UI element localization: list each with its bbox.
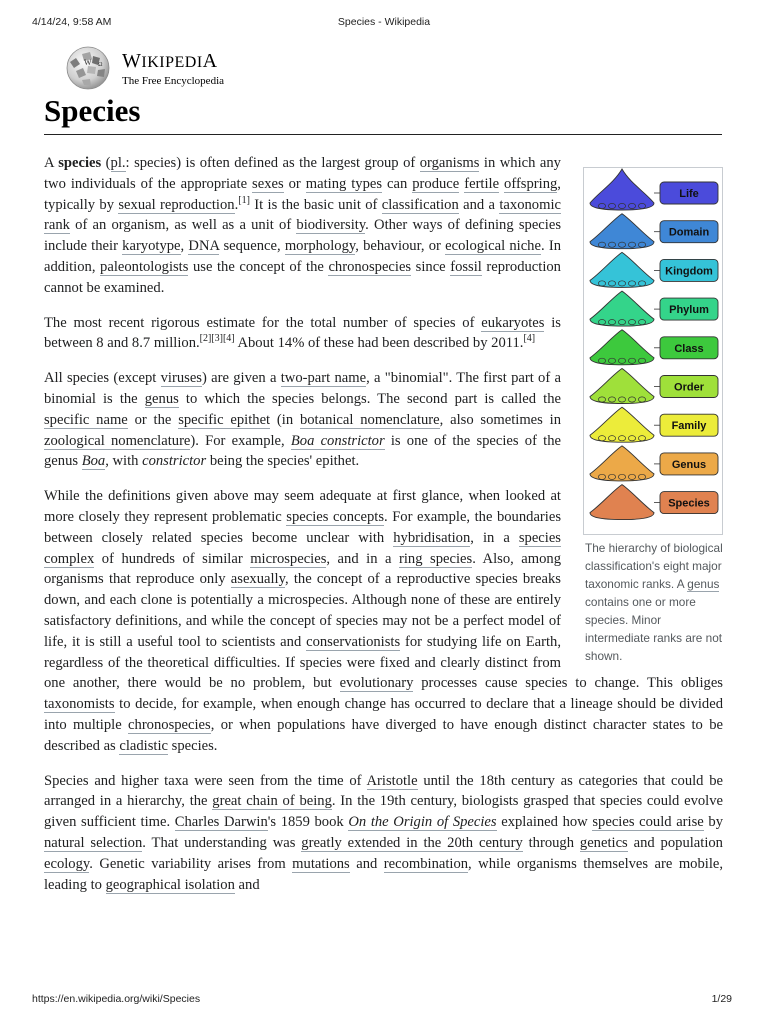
article-link[interactable]: biodiversity	[296, 217, 366, 234]
article-link[interactable]: hybridisation	[393, 529, 471, 546]
article-link[interactable]: Boa constrictor	[290, 432, 385, 449]
rank-label: Domain	[668, 226, 710, 239]
rank-species	[590, 485, 718, 520]
article-link[interactable]: eukaryotes	[481, 314, 545, 331]
article-link[interactable]: morphology	[284, 238, 356, 255]
article-link[interactable]: ecological niche	[445, 238, 541, 255]
figure-caption	[583, 539, 725, 665]
article-link[interactable]: genus	[144, 390, 179, 407]
article-link[interactable]: chronospecies	[328, 258, 412, 275]
article-link[interactable]: species complex	[44, 529, 561, 567]
wordmark-tagline: The Free Encyclopedia	[122, 75, 225, 87]
rank-kingdom	[590, 252, 718, 287]
rank-phylum	[590, 291, 718, 326]
wordmark-name: WIKIPEDIA	[122, 50, 218, 72]
taxonomy-figure	[583, 167, 725, 665]
rank-class	[590, 330, 718, 365]
print-title: Species - Wikipedia	[337, 16, 431, 28]
rank-order	[590, 369, 718, 404]
article-link[interactable]: On the Origin of Species	[348, 814, 497, 831]
article-link[interactable]: sexes	[252, 175, 284, 192]
article-link[interactable]: specific epithet	[178, 411, 271, 428]
article-link[interactable]: specific name	[44, 411, 128, 428]
rank-bulb	[590, 214, 654, 249]
rank-label: Family	[671, 420, 707, 433]
rank-label: Kingdom	[665, 265, 713, 278]
article-link[interactable]: evolutionary	[339, 675, 414, 692]
caption-text-1: The hierarchy of biological classification's eight major taxonomic ranks. A	[585, 541, 723, 591]
article-link[interactable]: produce	[412, 175, 460, 192]
article-link[interactable]: botanical nomenclature	[299, 411, 440, 428]
rank-family	[590, 407, 718, 442]
article-link[interactable]: taxonomists	[44, 696, 115, 713]
article-link[interactable]: viruses	[160, 370, 202, 387]
svg-text:Ω: Ω	[98, 62, 103, 68]
page-title: Species	[44, 93, 141, 128]
article-link[interactable]: natural selection	[44, 834, 143, 851]
article-link[interactable]: mutations	[292, 855, 350, 872]
print-page-number: 1/29	[711, 993, 732, 1005]
article-link[interactable]: asexually	[230, 571, 285, 588]
article-link[interactable]: offspring	[504, 175, 558, 192]
article-link[interactable]: Charles Darwin	[174, 814, 268, 831]
article-link[interactable]: fossil	[450, 258, 482, 275]
rank-bulb	[590, 330, 654, 365]
article-link[interactable]: mating types	[305, 175, 383, 192]
article-link[interactable]: genetics	[579, 834, 628, 851]
rank-domain	[590, 214, 718, 249]
print-url: https://en.wikipedia.org/wiki/Species	[32, 993, 201, 1005]
article-link[interactable]: ring species	[399, 550, 473, 567]
rank-label: Class	[674, 342, 704, 355]
article-link[interactable]: greatly extended in the 20th century	[301, 834, 523, 851]
wikipedia-wordmark[interactable]	[122, 50, 224, 88]
article-link[interactable]: two-part name	[280, 370, 367, 387]
article-link[interactable]: paleontologists	[100, 258, 189, 275]
rank-bulb	[590, 252, 654, 287]
article-link[interactable]: geographical isolation	[105, 876, 235, 893]
article-link[interactable]: species could arise	[592, 814, 704, 831]
article-link[interactable]: great chain of being	[212, 793, 332, 810]
caption-link-genus[interactable]: genus	[687, 577, 720, 591]
article-link[interactable]: karyotype	[122, 238, 181, 255]
article-link[interactable]: Boa	[81, 453, 106, 470]
print-header	[32, 16, 736, 30]
svg-text:W: W	[84, 58, 92, 67]
rank-life	[590, 169, 718, 210]
rank-bulb	[590, 291, 654, 326]
article-link[interactable]: organisms	[419, 155, 480, 171]
rank-bulb	[590, 407, 654, 442]
title-divider	[44, 134, 722, 135]
article-body	[44, 153, 723, 909]
article-link[interactable]: microspecies	[250, 550, 327, 567]
paragraph: All species (except viruses) are given a two-part name, a "binomial". The first part of a binomial is the genus to which the species belongs. The second part is called the specific name or the specific epithet (in botanical nomenclature, also sometimes in zoological nomenclature). For example, Boa constrictor is one of the species of the genus Boa, with constrictor being the species' epithet.	[44, 370, 561, 470]
paragraph: The most recent rigorous estimate for the total number of species of eukaryotes is between 8 and 8.7 million.[2][3][4] About 14% of these had been described by 2011.[4]	[44, 314, 561, 352]
wikipedia-globe-icon[interactable]	[62, 44, 122, 92]
article-link[interactable]: Aristotle	[366, 772, 418, 789]
paragraph: A species (pl.: species) is often defined as the largest group of organisms in which any two individuals of the appropriate sexes or mating types can produce fertile offspring, typically by sexual reproduction.[1] It is the basic unit of classification and a taxonomic rank of an organism, as well as a unit of biodiversity. Other ways of defining species include their karyotype, DNA sequence, morphology, behaviour, or ecological niche. In addition, paleontologists use the concept of the chronospecies since fossil reproduction cannot be examined.	[44, 155, 562, 296]
article-link[interactable]: recombination	[383, 855, 469, 872]
caption-text-2: contains one or more species. Minor intermediate ranks are not shown.	[585, 595, 723, 663]
rank-label: Life	[679, 188, 699, 200]
rank-bulb	[590, 485, 654, 520]
taxonomic-rank-diagram	[584, 168, 722, 534]
article-link[interactable]: DNA	[188, 238, 220, 255]
taxonomy-image[interactable]	[583, 167, 723, 535]
print-datetime: 4/14/24, 9:58 AM	[32, 16, 112, 28]
article-link[interactable]: pl.	[110, 155, 126, 171]
paragraph: Species and higher taxa were seen from the time of Aristotle until the 18th century as categories that could be arranged in a hierarchy, the great chain of being. In the 19th century, biologists grasped that species could evolve given sufficient time. Charles Darwin's 1859 book On the Origin of Species explained how species could arise by natural selection. That understanding was greatly extended in the 20th century through genetics and population ecology. Genetic variability arises from mutations and recombination, while organisms themselves are mobile, leading to geographical isolation and	[44, 772, 723, 893]
rank-label: Phylum	[669, 304, 709, 317]
paragraph: While the definitions given above may seem adequate at first glance, when looked at more closely they represent problematic species concepts. For example, the boundaries between closely related species become unclear with hybridisation, in a species complex of hundreds of similar microspecies, and in a ring species. Also, among organisms that reproduce only asexually, the concept of a reproductive species breaks down, and each clone is potentially a microspecies. Although none of these are entirely satisfactory definitions, and while the concept of species may not be a perfect model of life, it is still a useful tool to scientists and conservationists for studying life on Earth, regardless of the theoretical difficulties. If species were fixed and clearly distinct from one another, there would be no problem, but evolutionary processes cause species to change. This obliges taxonomists to decide, for example, when enough change has occurred to declare that a lineage should be divided into multiple chronospecies, or when populations have diverged to have enough distinct character states to be described as cladistic species.	[44, 488, 723, 754]
article-link[interactable]: zoological nomenclature	[44, 432, 191, 449]
rank-label: Genus	[671, 458, 707, 471]
article-link[interactable]: conservationists	[306, 633, 401, 650]
article-link[interactable]: chronospecies	[128, 716, 211, 733]
rank-label: Species	[668, 497, 710, 510]
rank-genus	[590, 446, 718, 481]
rank-label: Order	[674, 381, 704, 394]
article-link[interactable]: sexual reproduction	[118, 196, 235, 213]
print-footer	[32, 993, 736, 1007]
article-link[interactable]: ecology	[44, 855, 90, 872]
rank-bulb	[590, 446, 654, 481]
article-link[interactable]: fertile	[464, 175, 500, 192]
article-link[interactable]: cladistic	[119, 737, 169, 754]
article-link[interactable]: classification	[381, 196, 459, 213]
article-link[interactable]: species concepts	[286, 508, 385, 525]
article-link[interactable]: taxonomic rank	[44, 196, 561, 234]
rank-bulb	[590, 369, 654, 404]
